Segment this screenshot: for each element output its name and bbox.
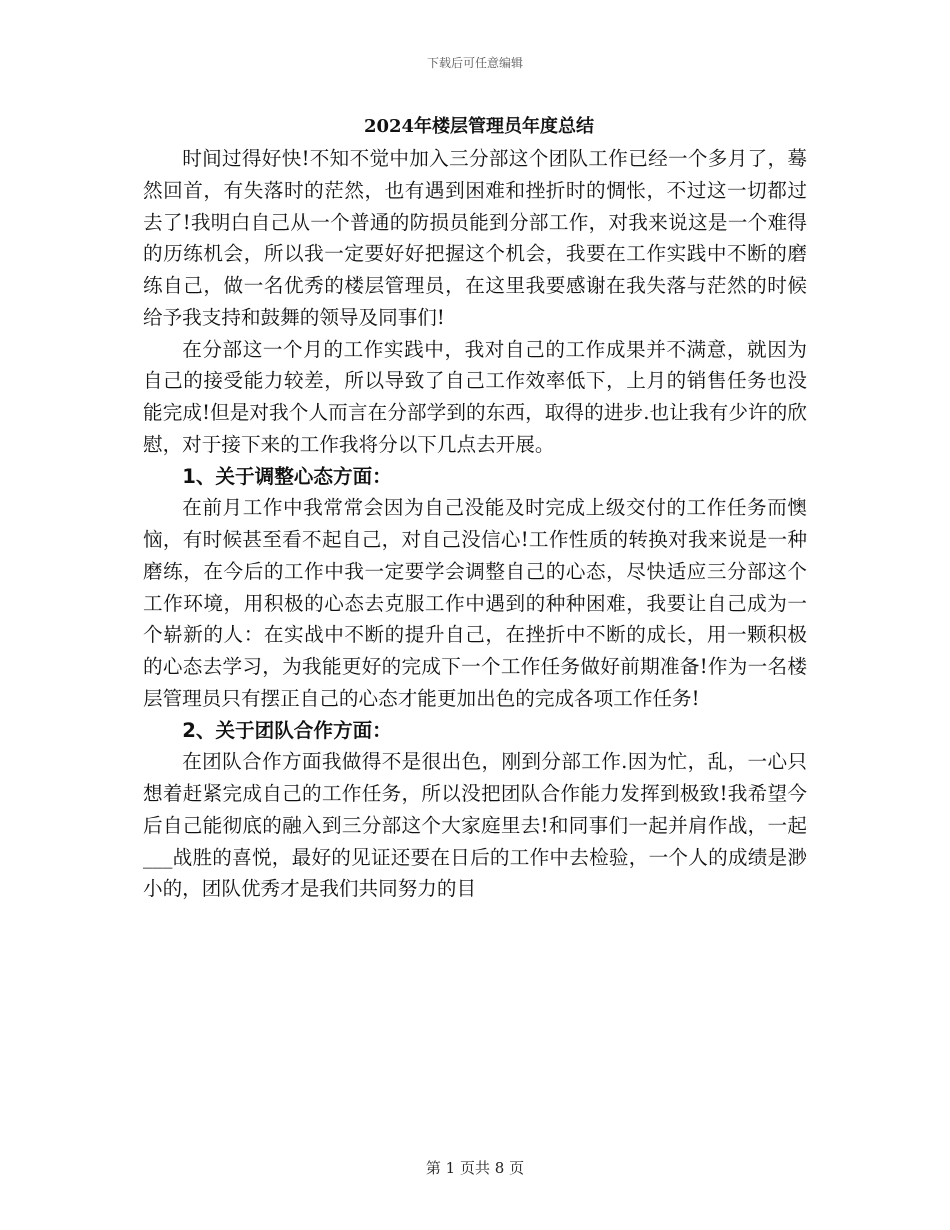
paragraph-work-review: 在分部这一个月的工作实践中，我对自己的工作成果并不满意，就因为自己的接受能力较差，所以导致了自己工作效率低下，上月的销售任务也没能完成!但是对我个人而言在分部学到的东西，取得的进步.也让我有少许的欣慰，对于接下来的工作我将分以下几点去开展。 — [143, 337, 807, 456]
header-note: 下载后可任意编辑 — [426, 56, 523, 70]
page-number: 第 1 页共 8 页 — [425, 1159, 525, 1177]
section-heading-mindset: 1、关于调整心态方面： — [182, 464, 392, 488]
paragraph-teamwork: 在团队合作方面我做得不是很出色，刚到分部工作.因为忙，乱，一心只想着赶紧完成自己的工作任务，所以没把团队合作能力发挥到极致!我希望今后自己能彻底的融入到三分部这个大家庭里去!和同事们一起并肩作战，一起___战胜的喜悦，最好的见证还要在日后的工作中去检验，一个人的成绩是渺小的，团队优秀才是我们共同努力的目 — [143, 750, 807, 901]
paragraph-intro: 时间过得好快!不知不觉中加入三分部这个团队工作已经一个多月了，蓦然回首，有失落时的茫然，也有遇到困难和挫折时的惆怅，不过这一切都过去了!我明白自己从一个普通的防损员能到分部工作，对我来说这是一个难得的历练机会，所以我一定要好好把握这个机会，我要在工作实践中不断的磨练自己，做一名优秀的楼层管理员，在这里我要感谢在我失落与茫然的时候给予我支持和鼓舞的领导及同事们! — [143, 147, 807, 329]
document-title: 2024年楼层管理员年度总结 — [363, 116, 595, 137]
paragraph-mindset: 在前月工作中我常常会因为自己没能及时完成上级交付的工作任务而懊恼，有时候甚至看不起自己，对自己没信心!工作性质的转换对我来说是一种磨练，在今后的工作中我一定要学会调整自己的心态，尽快适应三分部这个工作环境，用积极的心态去克服工作中遇到的种种困难，我要让自己成为一个崭新的人：在实战中不断的提升自己，在挫折中不断的成长，用一颗积极的心态去学习，为我能更好的完成下一个工作任务做好前期准备!作为一名楼层管理员只有摆正自己的心态才能更加出色的完成各项工作任务! — [143, 496, 807, 710]
document-body — [143, 112, 807, 905]
section-heading-teamwork: 2、关于团队合作方面： — [182, 718, 392, 742]
